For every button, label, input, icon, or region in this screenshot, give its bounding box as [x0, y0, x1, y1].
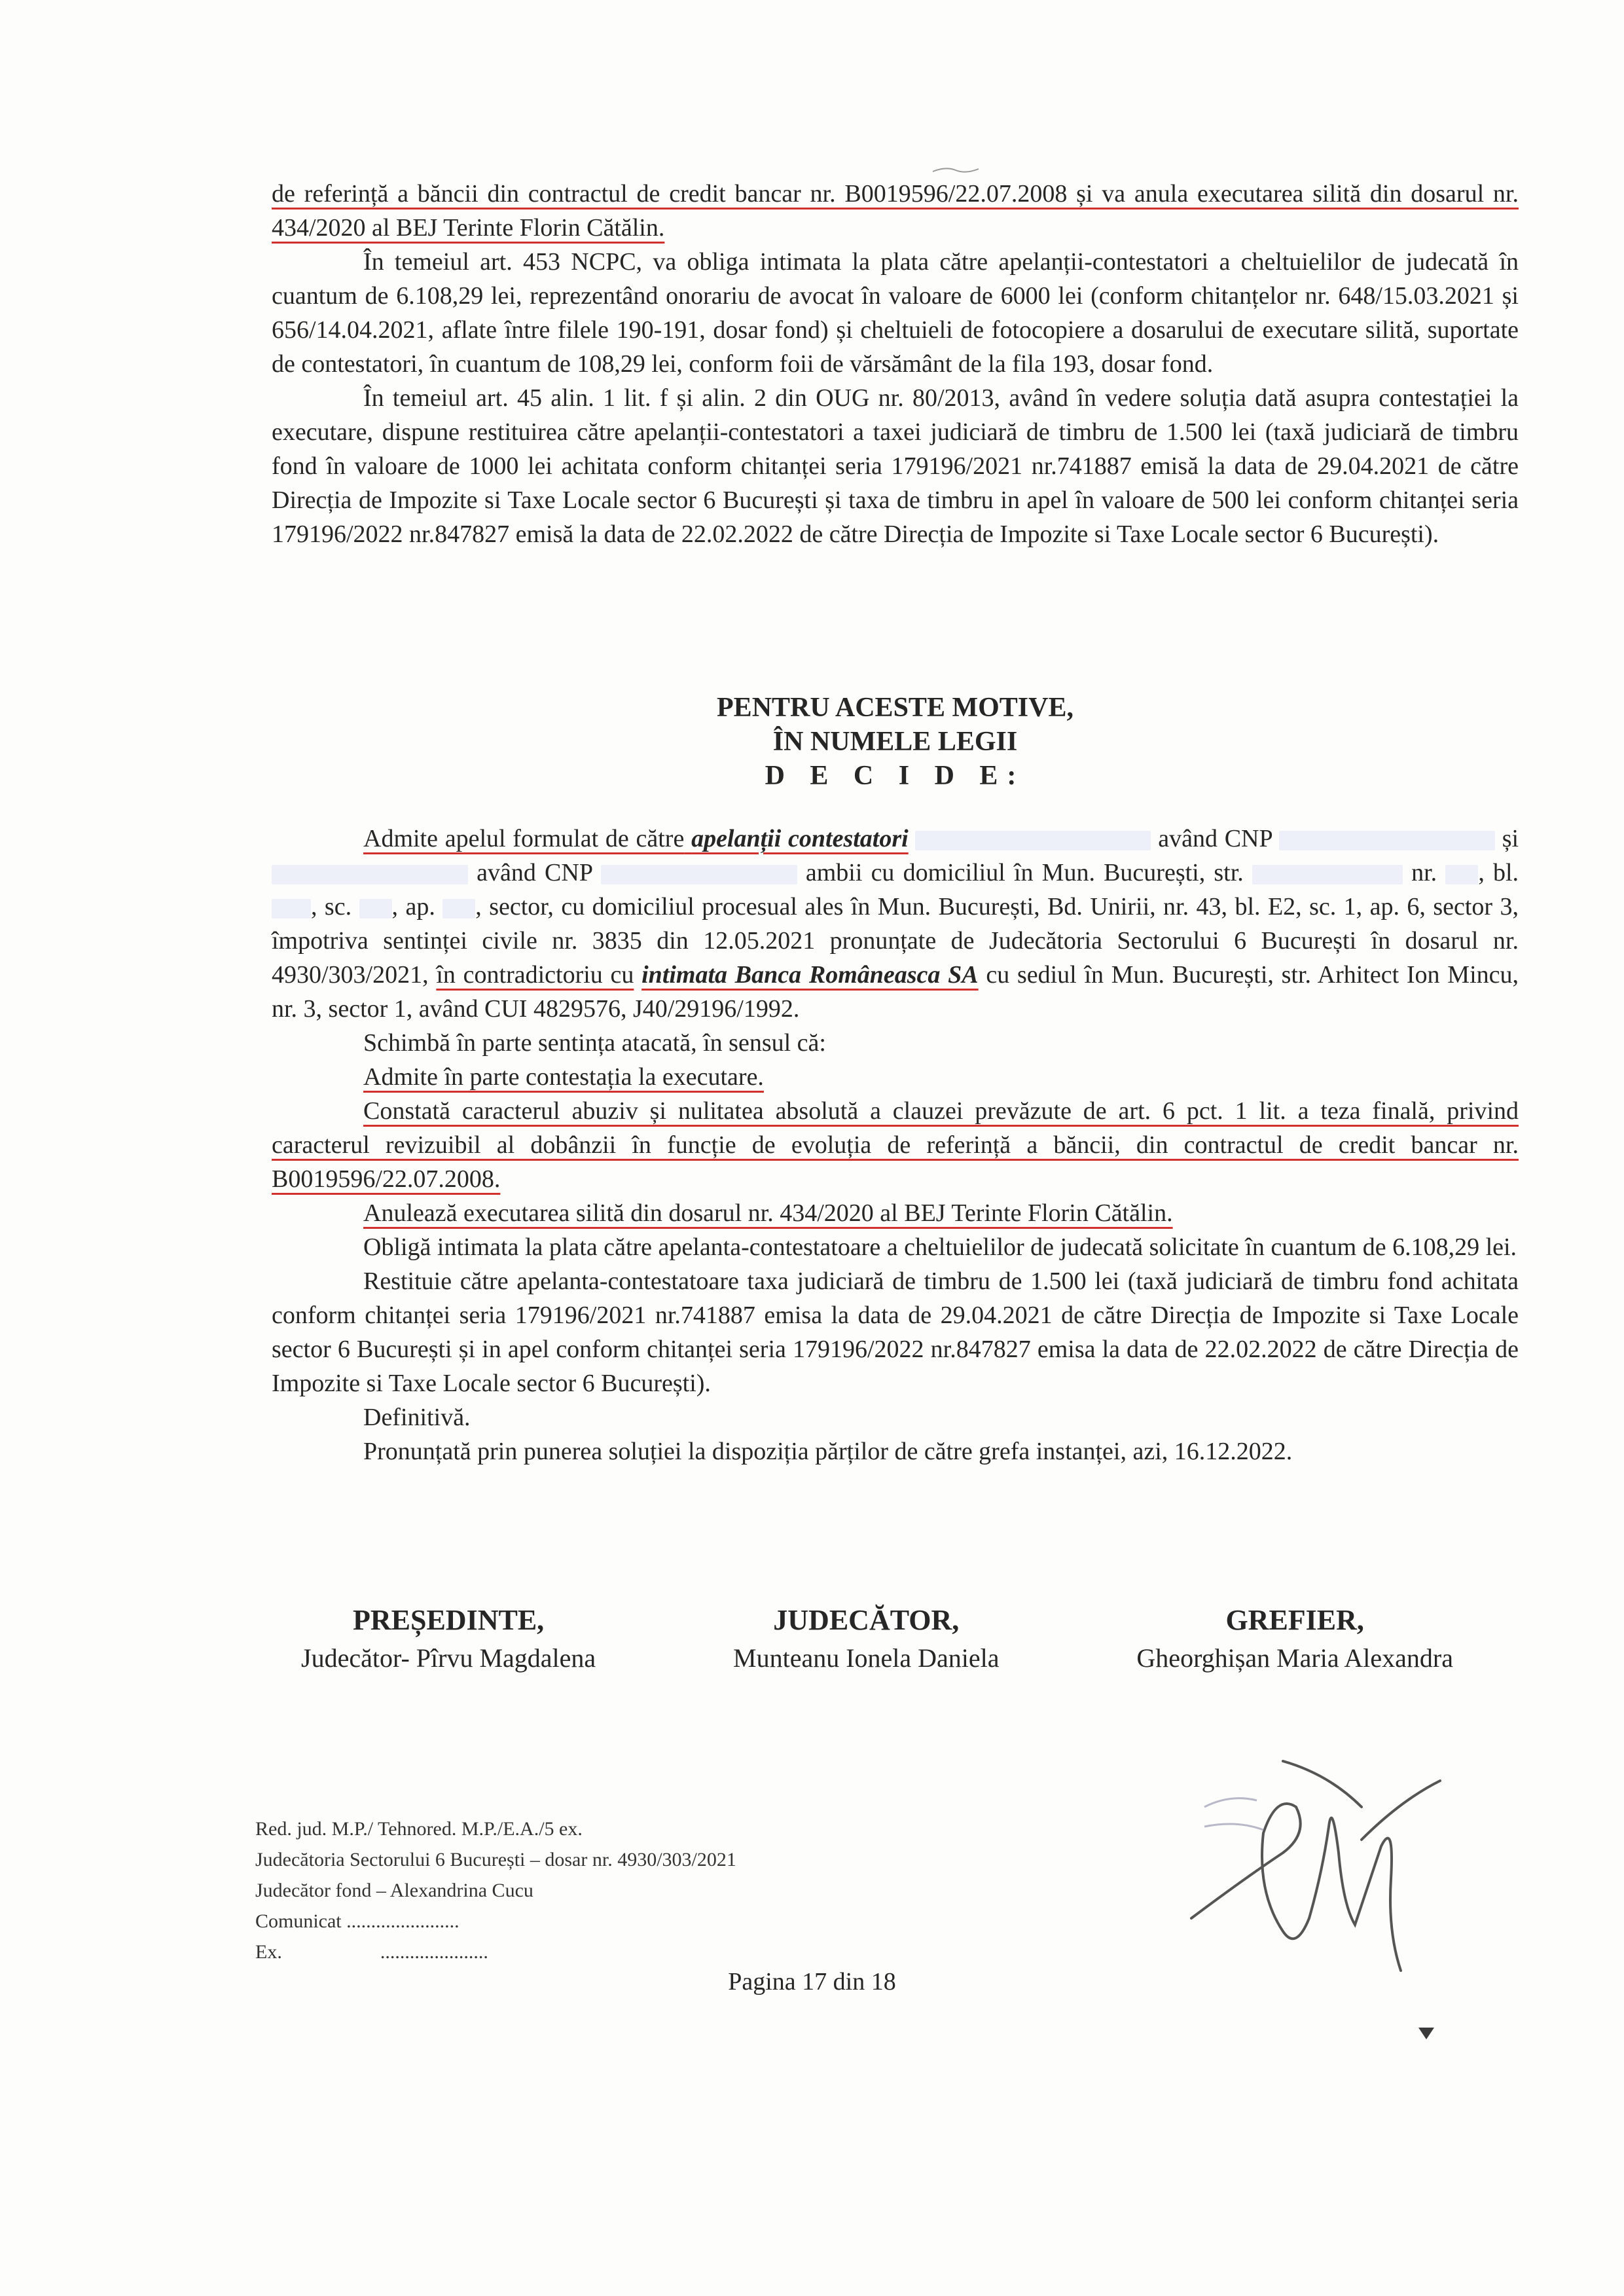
signature-block: [301, 1601, 1453, 1677]
redacted-apartment: [442, 899, 475, 919]
footer-judecator-fond: Judecător fond – Alexandrina Cucu: [255, 1880, 533, 1901]
signature-name: Gheorghișan Maria Alexandra: [1136, 1643, 1453, 1673]
paragraph-admite-parte: Admite în parte contestația la executare.: [363, 1063, 764, 1091]
paragraph-constata: Constată caracterul abuziv și nulitatea absolută a clauzei prevăzute de art. 6 pct. 1 lit. a teza finală, privind caracterul revizuibil al dobânzii în funcție de evoluția de referință a băncii, din contractul de credit bancar nr. B0019596/22.07.2008.: [272, 1097, 1519, 1193]
paragraph-anuleaza: Anulează executarea silită din dosarul nr. 434/2020 al BEJ Terinte Florin Cătălin.: [363, 1199, 1173, 1227]
paragraph-definitiva: Definitivă.: [363, 1404, 471, 1431]
page-number: Pagina 17 din 18: [728, 1968, 896, 1995]
top-paragraphs: [272, 177, 1519, 551]
footer-notes: [255, 1813, 736, 1967]
redacted-name: [915, 831, 1151, 850]
decision-body: [272, 822, 1519, 1468]
handwritten-signature: [1165, 1722, 1479, 1997]
footer-instanta-fond: Judecătoria Sectorului 6 București – dosar nr. 4930/303/2021: [255, 1849, 736, 1870]
signature-grefier: [1136, 1601, 1453, 1677]
ink-mark: [1417, 2026, 1435, 2041]
heading-numele-legii: ÎN NUMELE LEGII: [772, 727, 1018, 757]
redacted-street: [1252, 865, 1403, 884]
contradictoriu-text: în contradictoriu cu: [436, 961, 634, 989]
signature-name: Judecător- Pîrvu Magdalena: [301, 1643, 596, 1673]
paragraph-referinta: de referință a băncii din contractul de credit bancar nr. B0019596/22.07.2008 și va anula executarea silită din dosarul nr. 434/2020 al BEJ Terinte Florin Cătălin.: [272, 180, 1519, 242]
paragraph-cheltuieli: În temeiul art. 453 NCPC, va obliga intimata la plata către apelanții-contestatori a cheltuielilor de judecată în cuantum de 6.108,29 lei, reprezentând onorariu de avocat în valoare de 6000 lei (conform chitanțelor nr. 648/15.03.2021 și 656/14.04.2021, aflate între filele 190-191, dosar fond) și cheltuieli de fotocopiere a dosarului de executare silită, suportate de contestatori, în cuantum de 108,29 lei, conform foii de vărsământ de la fila 193, dosar fond.: [272, 248, 1519, 378]
paragraph-obliga: Obligă intimata la plata către apelanta-contestatoare a cheltuielilor de judecată solicitate în cuantum de 6.108,29 lei.: [363, 1233, 1517, 1261]
redacted-staircase: [359, 899, 392, 919]
paragraph-restituire: În temeiul art. 45 alin. 1 lit. f și alin. 2 din OUG nr. 80/2013, având în vedere soluția dată asupra contestației la executare, dispune restituirea către apelanții-contestatori a taxei judiciară de timbru de 1.500 lei (taxă judiciară de timbru fond în valoare de 1000 lei achitata conform chitanței seria 179196/2021 nr.741887 emisă la data de 29.04.2021 de către Direcția de Impozite si Taxe Locale sector 6 București și taxa de timbru in apel în valoare de 500 lei conform chitanței seria 179196/2022 nr.847827 emisă la data de 22.02.2022 de către Direcția de Impozite si Taxe Locale sector 6 București).: [272, 384, 1519, 548]
signature-presedinte: [301, 1601, 596, 1677]
footer-comunicat: Comunicat .......................: [255, 1910, 460, 1932]
footer-exemplare: Ex. ......................: [255, 1941, 488, 1963]
signature-title: PREȘEDINTE,: [352, 1604, 545, 1636]
intimata-label: intimata Banca Româneasca SA: [641, 961, 979, 989]
redacted-name: [272, 865, 468, 884]
heading-decide: D E C I D E:: [765, 761, 1026, 791]
redacted-number: [1445, 865, 1478, 884]
redacted-cnp: [1279, 831, 1495, 850]
heading-motive: PENTRU ACESTE MOTIVE,: [717, 693, 1074, 723]
paragraph-admite-apel: Admite apelul formulat de către apelanții contestatori având CNP și având CNP ambii cu domiciliul în Mun. București, str. nr. , bl. , sc. , ap. , sector, cu domiciliul procesual ales în Mun. București, Bd. Unirii, nr. 43, bl. E2, sc. 1, ap. 6, sector 3, împotriva sentinței civile nr. 3835 din 12.05.2021 pronunțate de Judecătoria Sectorului 6 București în dosarul nr. 4930/303/2021, în contradictoriu cu intimata Banca Româneasca SA cu sediul în Mun. București, str. Arhitect Ion Mincu, nr. 3, sector 1, având CUI 4829576, J40/29196/1992.: [272, 825, 1519, 1023]
redacted-block: [272, 899, 311, 919]
apelantii-label: apelanții contestatori: [691, 825, 909, 852]
scribble-mark: [929, 164, 982, 177]
admite-apel-text: Admite apelul formulat de către apelanții contestatori: [363, 825, 909, 852]
signature-judecator: [733, 1601, 1000, 1677]
signature-title: JUDECĂTOR,: [773, 1604, 960, 1636]
redacted-cnp: [601, 865, 797, 884]
paragraph-restituie: Restituie către apelanta-contestatoare taxa judiciară de timbru de 1.500 lei (taxă judiciară de timbru fond achitata conform chitanței seria 179196/2021 nr.741887 emisa la data de 29.04.2021 de către Direcția de Impozite si Taxe Locale sector 6 București și in apel conform chitanței seria 179196/2022 nr.847827 emisa la data de 22.02.2022 de către Direcția de Impozite si Taxe Locale sector 6 București).: [272, 1267, 1519, 1397]
signature-title: GREFIER,: [1225, 1604, 1364, 1636]
signature-name: Munteanu Ionela Daniela: [733, 1643, 1000, 1673]
paragraph-pronuntata: Pronunțată prin punerea soluției la dispoziția părților de către grefa instanței, azi, 16.12.2022.: [363, 1438, 1293, 1465]
decision-headings: [272, 691, 1519, 793]
paragraph-schimba: Schimbă în parte sentința atacată, în sensul că:: [363, 1029, 826, 1057]
footer-redactare: Red. jud. M.P./ Tehnored. M.P./E.A./5 ex.: [255, 1818, 583, 1840]
